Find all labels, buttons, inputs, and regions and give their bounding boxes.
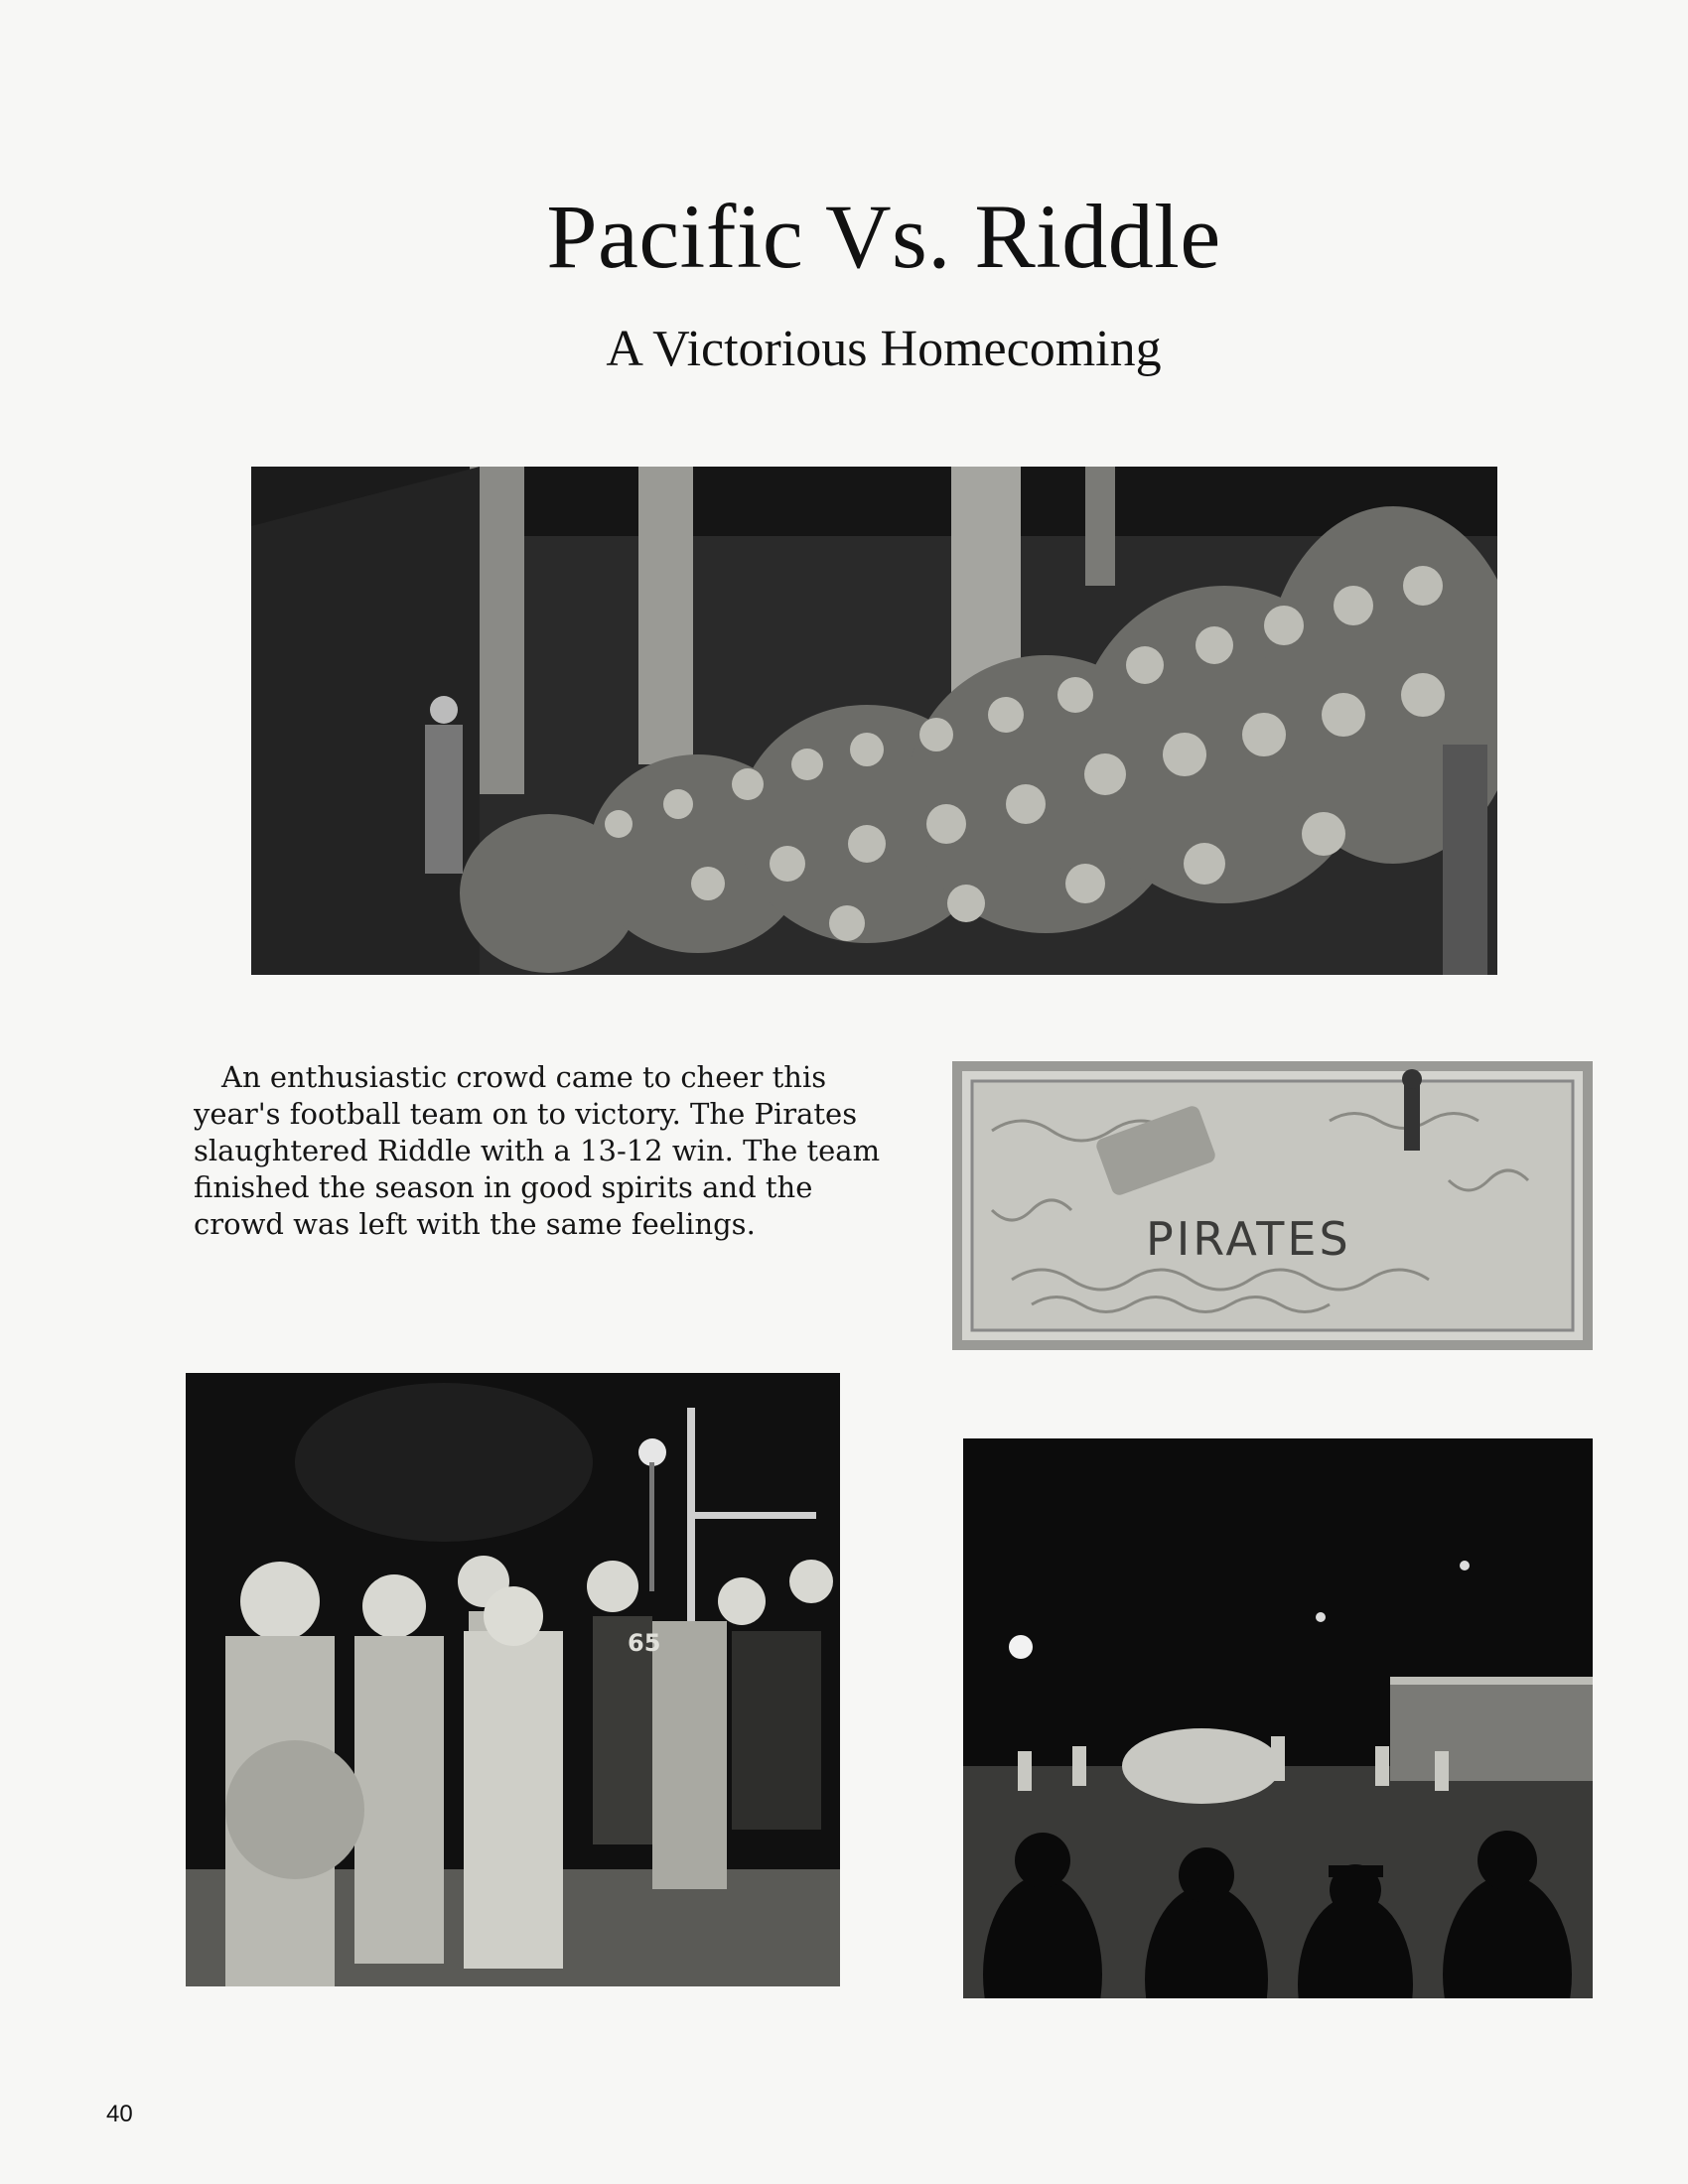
jersey-number: 65 — [628, 1629, 661, 1657]
crowd-bleachers-photo — [251, 467, 1497, 975]
page-number: 40 — [106, 2101, 133, 2127]
cake-lettering: PIRATES — [1146, 1212, 1351, 1266]
page-subtitle: A Victorious Homecoming — [606, 321, 1162, 377]
night-game-photo — [963, 1438, 1593, 1998]
field-crowd-night-photo — [186, 1373, 840, 1986]
article-body: An enthusiastic crowd came to cheer this year's football team on to victory. The Pirates slaughtered Riddle with a 13-12 win. The team finished the season in good spirits and the crowd was left with the same feelings. — [194, 1060, 881, 1241]
pirates-cake-photo — [952, 1061, 1593, 1350]
page-title: Pacific Vs. Riddle — [546, 186, 1221, 287]
